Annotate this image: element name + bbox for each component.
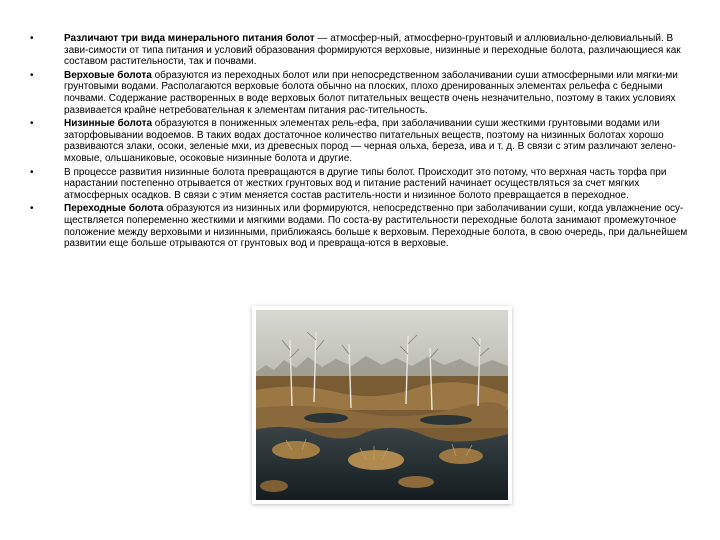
- bullet-dot: •: [30, 118, 34, 130]
- bullet-lead: Переходные болота: [64, 203, 164, 215]
- bullet-dot: •: [30, 203, 34, 215]
- bullet-item: [30, 118, 690, 164]
- bullet-text: — атмосфер-ный, атмосферно-грунтовый и аллювиально-делювиальный. В зави-симости от типа питания и условий образования формируются верховые, низинные и переходные болота, различающиеся как составом растительности, так и почвами.: [64, 33, 681, 68]
- bullet-dot: •: [30, 33, 34, 44]
- bullet-list: [30, 33, 690, 250]
- bullet-dot: •: [30, 166, 34, 178]
- bullet-text: образуются в пониженных элементах рель-ефа, при заболачивании суши жесткими грунтовыми водами или заторфовывании водоемов. В таких водах достаточное количество питательных веществ, поэтому на низинных болотах хорошо развиваются злаки, осоки, зеленые мхи, из древесных пород — черная ольха, береза, ива и т. д. В связи с этим различают зелено-мховые, ольшаниковые, осоковые низинные болота и другие.: [64, 118, 676, 164]
- bullet-text: образуются из низинных или формируются, непосредственно при заболачивании суши, когда увлажнение осу-ществляется попеременно жесткими и мягкими водами. По соста-ву растительности переходные болота занимают промежуточное положение между верховыми и низинными, приближаясь больше к верховым. Переходные болота, в свою очередь, при дальнейшем развитии еще больше отрываются от грунтовых вод и превраща-ются в верховые.: [64, 203, 688, 250]
- bullet-item: [30, 203, 690, 249]
- bullet-item: [30, 70, 690, 116]
- bullet-dot: •: [30, 69, 34, 81]
- bullet-text: образуются из переходных болот или при непосредственном заболачивании суши атмосферными или мягки-ми грунтовыми водами. Располагаются верховые болота обычно на плоских, плохо дренированных элементах рельефа с бедными почвами. Содержание растворенных в воде верховых болот питательных веществ очень незначительно, поэтому в таких условиях развивается крайне нетребовательная к элементам питания рас-тительность.: [64, 69, 678, 116]
- bullet-text: В процессе развития низинные болота превращаются в другие типы болот. Происходит это потому, что верхная часть торфа при нарастании постепенно отрывается от жестких грунтовых вод и питание растений начинает осуществляться за счет мягких атмосферных осадков. В связи с этим меняется состав раститель-ности и низинное болото превращается в переходное.: [64, 166, 667, 201]
- bullet-lead: Низинные болота: [64, 118, 153, 130]
- bullet-lead: Верховые болота: [64, 69, 152, 81]
- bog-landscape-image: [256, 310, 508, 500]
- bullet-item: [30, 167, 690, 202]
- bullet-item: [30, 33, 690, 68]
- bog-photo: [252, 306, 512, 504]
- bullet-lead: Различают три вида минерального питания болот: [64, 33, 315, 44]
